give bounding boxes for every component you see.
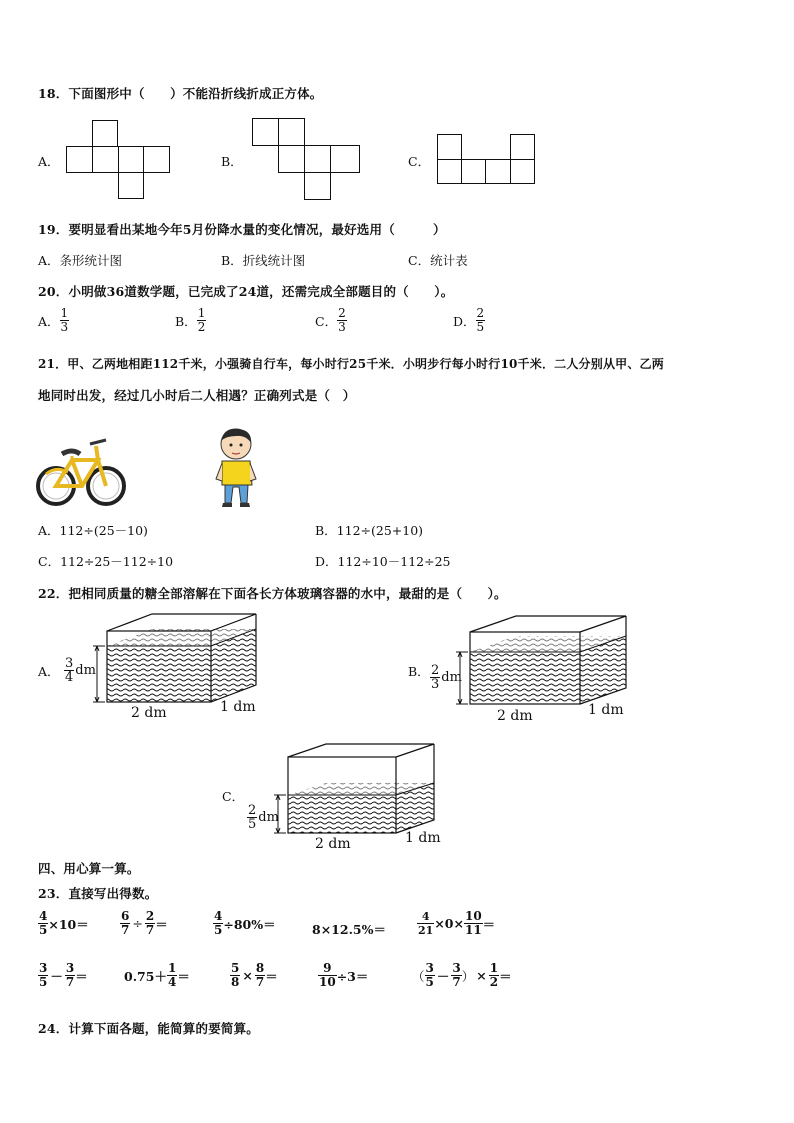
q23-expr-1: $\frac{4}{5}$ ×10＝ (39, 909, 89, 937)
q21-stem-line2: 地同时出发，经过几小时后二人相遇？正确列式是（ ） (38, 388, 356, 403)
q18-option-a-label: A． (38, 154, 60, 169)
boy-illustration (212, 427, 262, 509)
container-b-label: B． (408, 664, 430, 679)
q20-option-a: A． $\frac{1}{3}$ (38, 306, 69, 334)
q20-option-c: C． $\frac{2}{3}$ (315, 306, 346, 334)
q23-expr-7: 0.75＋ $\frac{1}{4}$ ＝ (124, 961, 190, 989)
q23-stem: 23．直接写出得数。 (38, 886, 158, 901)
container-c-label: C． (222, 789, 245, 804)
q21-option-d: D．112÷10－112÷25 (315, 554, 451, 569)
q23-expr-6: $\frac{3}{5}$ － $\frac{3}{7}$ ＝ (39, 961, 88, 989)
q23-expr-10: （ $\frac{3}{5}$ － $\frac{3}{7}$ ） × $\frac{1}{2}$ ＝ (412, 961, 512, 989)
q23-expr-2: $\frac{6}{7}$ ÷ $\frac{2}{7}$ ＝ (121, 909, 168, 937)
bicycle-illustration (36, 430, 126, 510)
q19-stem: 19．要明显看出某地今年5月份降水量的变化情况，最好选用（ ） (38, 222, 446, 237)
q19-option-b: B．折线统计图 (221, 253, 306, 268)
q23-expr-4: 8×12.5%＝ (312, 922, 386, 937)
section-4-heading: 四、用心算一算。 (38, 861, 140, 876)
q23-expr-8: $\frac{5}{8}$ × $\frac{8}{7}$ ＝ (231, 961, 278, 989)
q19-option-a: A．条形统计图 (38, 253, 123, 268)
container-a-height: $\frac{3}{4}$ dm (65, 656, 96, 685)
q18-stem: 18．下面图形中（ ）不能沿折线折成正方体。 (38, 86, 323, 101)
container-c-width: 1 dm (405, 830, 441, 846)
q19-option-c: C．统计表 (408, 253, 468, 268)
container-c-height: $\frac{2}{5}$ dm (248, 803, 279, 832)
container-a-width: 1 dm (220, 699, 256, 715)
container-b-width: 1 dm (588, 702, 624, 718)
q20-stem: 20．小明做36道数学题，已完成了24道，还需完成全部题目的（ ）。 (38, 284, 454, 299)
q21-option-c: C．112÷25－112÷10 (38, 554, 174, 569)
q21-stem-line1: 21．甲、乙两地相距112千米，小强骑自行车，每小时行25千米．小明步行每小时行10千米．二人分别从甲、乙两 (38, 357, 664, 371)
q24-stem: 24．计算下面各题，能简算的要简算。 (38, 1021, 259, 1036)
q22-stem: 22．把相同质量的糖全部溶解在下面各长方体玻璃容器的水中，最甜的是（ ）。 (38, 586, 507, 601)
q23-expr-3: $\frac{4}{5}$ ÷80%＝ (214, 909, 276, 937)
q23-expr-5: $\frac{4}{21}$ ×0× $\frac{10}{11}$ ＝ (418, 909, 496, 937)
container-b-length: 2 dm (497, 708, 533, 724)
container-c-length: 2 dm (315, 836, 351, 852)
q18-option-c-label: C． (408, 154, 431, 169)
q21-option-a: A．112÷(25－10) (38, 523, 148, 538)
q18-option-b-label: B． (221, 154, 243, 169)
q23-expr-9: $\frac{9}{10}$ ÷3＝ (319, 961, 369, 989)
q20-option-d: D． $\frac{2}{5}$ (453, 306, 485, 334)
container-b-height: $\frac{2}{3}$ dm (431, 663, 462, 692)
q20-option-b: B． $\frac{1}{2}$ (175, 306, 206, 334)
container-a-length: 2 dm (131, 705, 167, 721)
container-a-label: A． (38, 664, 60, 679)
q21-option-b: B．112÷(25+10) (315, 523, 424, 538)
